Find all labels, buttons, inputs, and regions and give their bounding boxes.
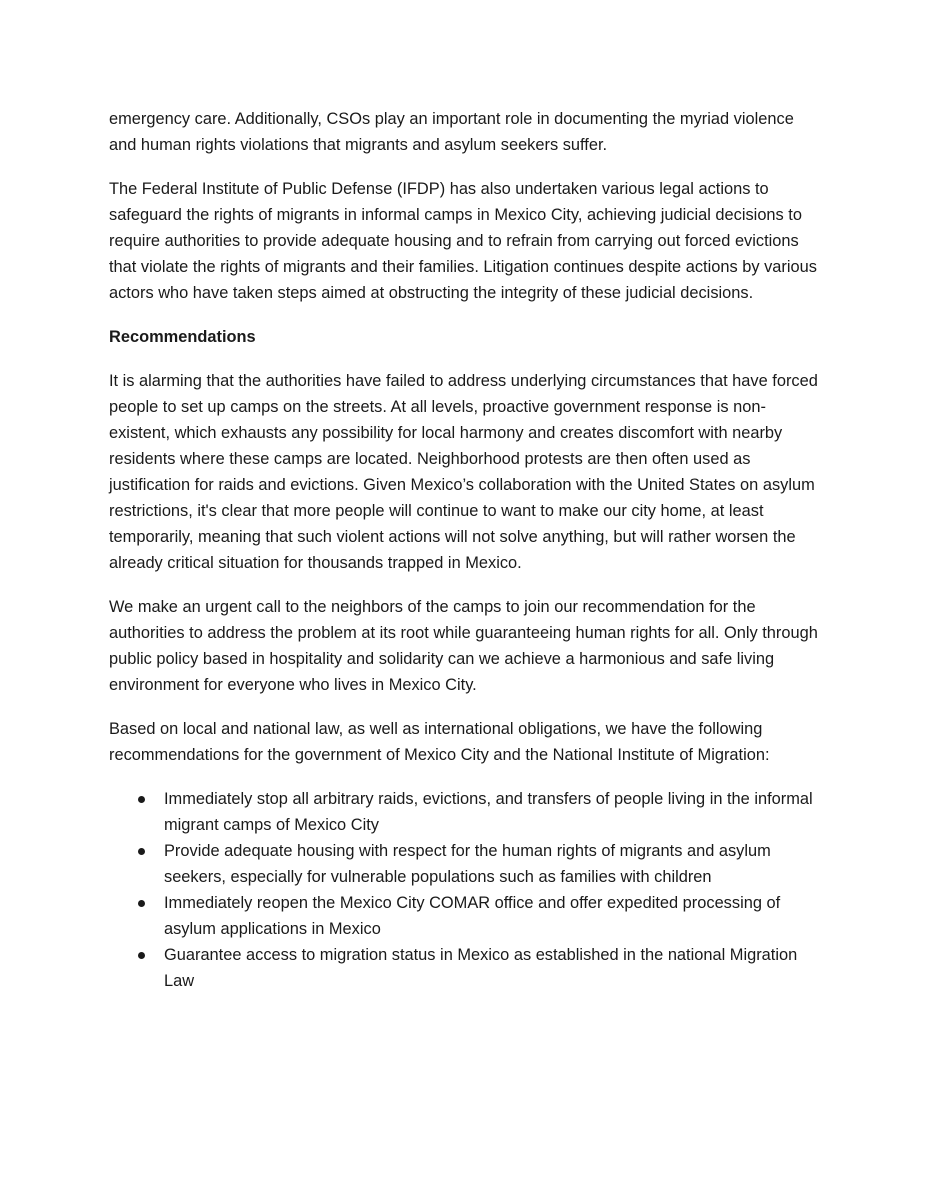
list-item-text: Provide adequate housing with respect for the human rights of migrants and asylum seekers, especially for vulnerable populations such as families with children	[164, 842, 771, 886]
paragraph-authorities-failure: It is alarming that the authorities have failed to address underlying circumstances that have forced people to set up camps on the streets. At all levels, proactive government response is non-existent, which exhausts any possibility for local harmony and creates discomfort with nearby residents where these camps are located. Neighborhood protests are then often used as justification for raids and evictions. Given Mexico’s collaboration with the United States on asylum restrictions, it's clear that more people will continue to want to make our city home, at least temporarily, meaning that such violent actions will not solve anything, but will rather worsen the already critical situation for thousands trapped in Mexico.	[109, 372, 818, 572]
list-item-text: Immediately reopen the Mexico City COMAR office and offer expedited processing of asylum applications in Mexico	[164, 894, 781, 938]
recommendations-list	[109, 786, 821, 994]
paragraph-legal-basis: Based on local and national law, as well as international obligations, we have the following recommendations for the government of Mexico City and the National Institute of Migration:	[109, 720, 770, 764]
list-item	[109, 890, 821, 942]
bullet-icon	[138, 900, 145, 907]
bullet-icon	[138, 796, 145, 803]
bullet-icon	[138, 848, 145, 855]
paragraph-urgent-call: We make an urgent call to the neighbors of the camps to join our recommendation for the authorities to address the problem at its root while guaranteeing human rights for all. Only through public policy based in hospitality and solidarity can we achieve a harmonious and safe living environment for everyone who lives in Mexico City.	[109, 598, 818, 694]
list-item	[109, 786, 821, 838]
list-item	[109, 838, 821, 890]
list-item-text: Guarantee access to migration status in Mexico as established in the national Migration Law	[164, 946, 798, 990]
paragraph-ifdp-legal-actions: The Federal Institute of Public Defense (IFDP) has also undertaken various legal actions to safeguard the rights of migrants in informal camps in Mexico City, achieving judicial decisions to require authorities to provide adequate housing and to refrain from carrying out forced evictions that violate the rights of migrants and their families. Litigation continues despite actions by various actors who have taken steps aimed at obstructing the integrity of these judicial decisions.	[109, 180, 817, 302]
document-body	[109, 106, 821, 994]
paragraph-emergency-care: emergency care. Additionally, CSOs play an important role in documenting the myriad violence and human rights violations that migrants and asylum seekers suffer.	[109, 110, 794, 154]
list-item	[109, 942, 821, 994]
list-item-text: Immediately stop all arbitrary raids, evictions, and transfers of people living in the informal migrant camps of Mexico City	[164, 790, 813, 834]
bullet-icon	[138, 952, 145, 959]
section-heading-recommendations: Recommendations	[109, 328, 256, 346]
